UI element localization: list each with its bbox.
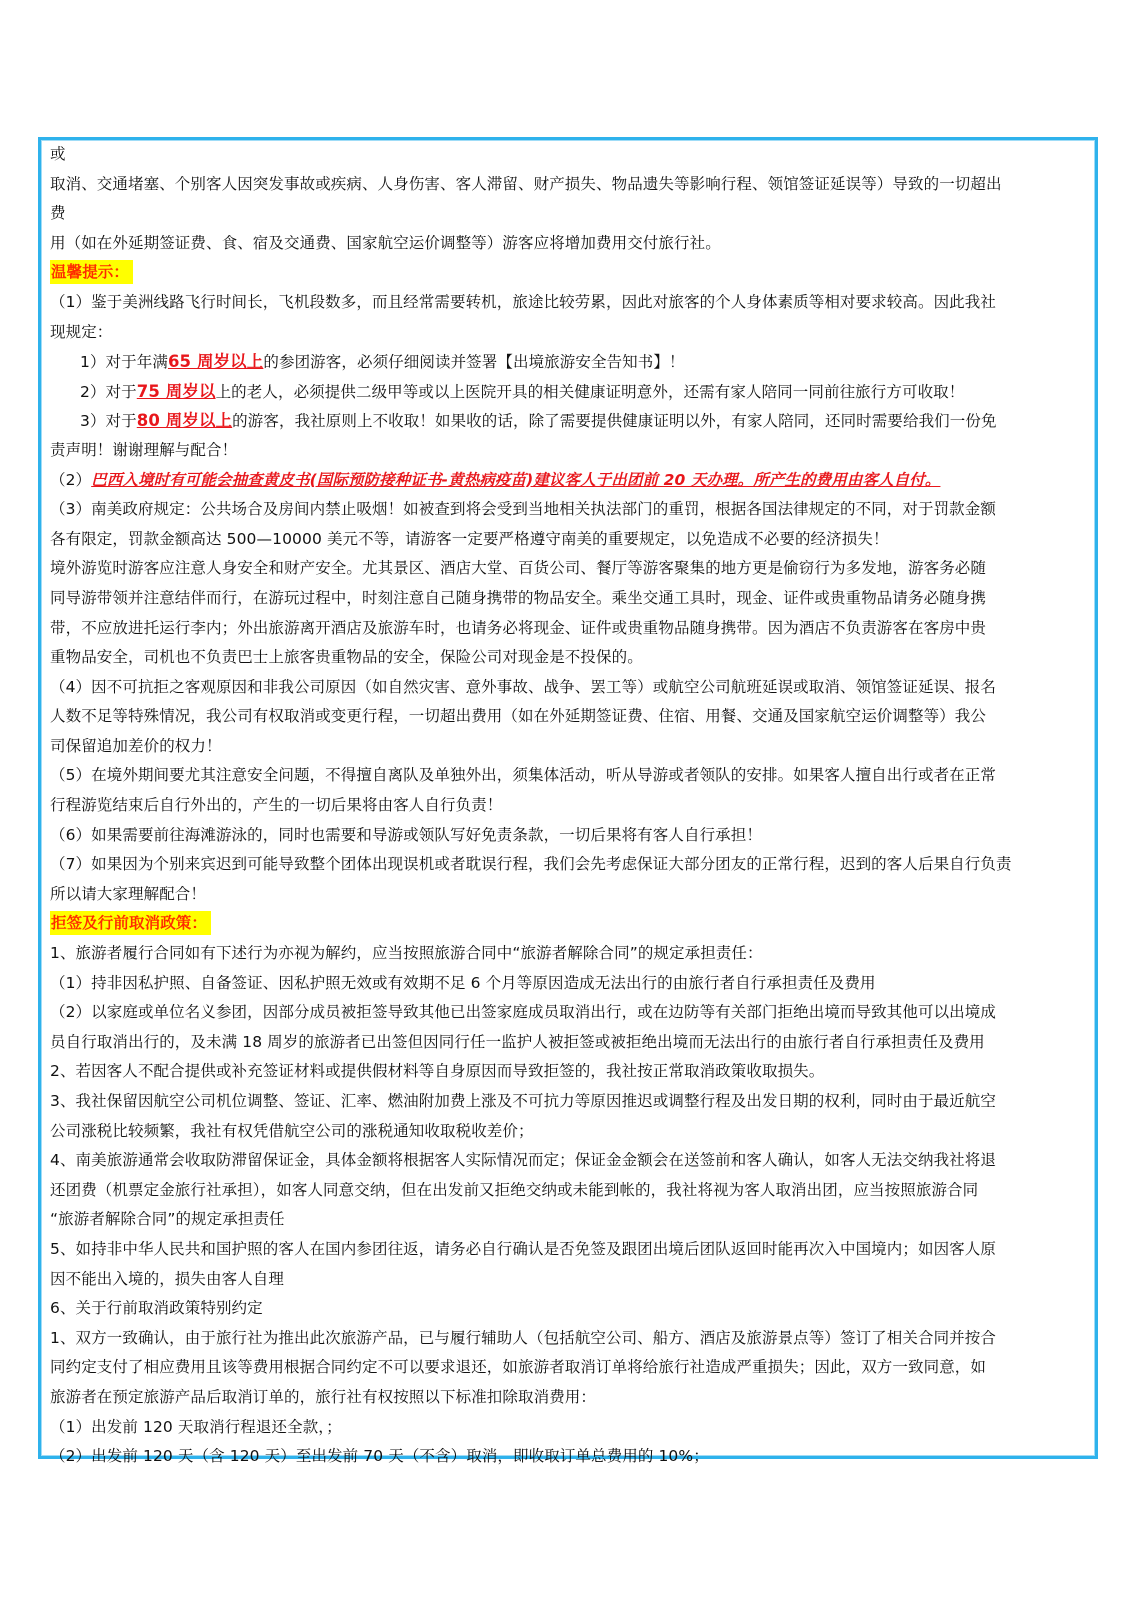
text-line: 员自行取消出行的，及未满 18 周岁的旅游者已出签但因同行任一监护人被拒签或被拒绝出境而无法出行的由旅行者自行承担责任及费用 bbox=[50, 1032, 985, 1051]
text-line: 取消、交通堵塞、个别客人因突发事故或疾病、人身伤害、客人滞留、财产损失、物品遗失等影响行程、领馆签证延误等）导致的一切超出 bbox=[50, 174, 1002, 193]
text-line: 3、我社保留因航空公司机位调整、签证、汇率、燃油附加费上涨及不可抗力等原因推迟或调整行程及出发日期的权利，同时由于最近航空 bbox=[50, 1092, 996, 1110]
text-line: 各有限定，罚款金额高达 500—10000 美元不等，请游客一定要严格遵守南美的重要规定，以免造成不必要的经济损失！ bbox=[50, 529, 889, 548]
text-line: 同导游带领并注意结伴而行，在游玩过程中，时刻注意自己随身携带的物品安全。乘坐交通工具时，现金、证件或贵重物品请务必随身携 bbox=[50, 588, 987, 607]
text-line: 4、南美旅游通常会收取防滞留保证金，具体金额将根据客人实际情况而定；保证金金额会在送签前和客人确认，如客人无法交纳我社将退 bbox=[50, 1151, 996, 1170]
text-line: 行程游览结束后自行外出的，产生的一切后果将由客人自行负责！ bbox=[50, 796, 503, 815]
age-rule-80: 3）对于80 周岁以上的游客，我社原则上不收取！如果收的话，除了需要提供健康证明以外，有家人陪同，还同时需要给我们一份免 bbox=[80, 411, 997, 431]
text-line: （6）如果需要前往海滩游泳的，同时也需要和导游或领队写好免责条款，一切后果将有客人自行承担！ bbox=[50, 825, 762, 844]
yellow-fever-notice: （2）巴西入境时有可能会抽查黄皮书(国际预防接种证书-黄热病疫苗)建议客人于出团前 20 天办理。所产生的费用由客人自付。 bbox=[50, 470, 941, 489]
age-highlight: 65 周岁以上 bbox=[167, 352, 264, 372]
text-line: （1）鉴于美洲线路飞行时间长，飞机段数多，而且经常需要转机，旅途比较劳累，因此对旅客的个人身体素质等相对要求较高。因此我社 bbox=[50, 292, 996, 311]
text-line: （2）以家庭或单位名义参团，因部分成员被拒签导致其他已出签家庭成员取消出行，或在边防等有关部门拒绝出境而导致其他可以出境成 bbox=[50, 1003, 996, 1022]
text-line: 6、关于行前取消政策特别约定 bbox=[50, 1299, 263, 1318]
tips-heading: 温馨提示： bbox=[50, 260, 133, 284]
text-line: （7）如果因为个别来宾迟到可能导致整个团体出现误机或者耽误行程，我们会先考虑保证大部分团友的正常行程，迟到的客人后果自行负责 bbox=[50, 855, 1012, 874]
text-line: 司保留追加差价的权力！ bbox=[50, 736, 222, 755]
text-line: 或 bbox=[50, 145, 66, 163]
text-line: 旅游者在预定旅游产品后取消订单的，旅行社有权按照以下标准扣除取消费用： bbox=[50, 1387, 597, 1406]
document-body bbox=[50, 140, 1100, 1472]
text-line: 重物品安全，司机也不负责巴士上旅客贵重物品的安全，保险公司对现金是不投保的。 bbox=[50, 648, 643, 667]
text-line: （2）出发前 120 天（含 120 天）至出发前 70 天（不含）取消，即收取订单总费用的 10%； bbox=[50, 1447, 709, 1466]
text-line: （1）持非因私护照、自备签证、因私护照无效或有效期不足 6 个月等原因造成无法出行的由旅行者自行承担责任及费用 bbox=[50, 973, 876, 992]
text-line: 现规定： bbox=[50, 322, 113, 341]
text-line: 1、旅游者履行合同如有下述行为亦视为解约，应当按照旅游合同中“旅游者解除合同”的规定承担责任： bbox=[50, 944, 763, 963]
text-line: （1）出发前 120 天取消行程退还全款，； bbox=[50, 1417, 342, 1436]
text-line: 1、双方一致确认，由于旅行社为推出此次旅游产品，已与履行辅助人（包括航空公司、船方、酒店及旅游景点等）签订了相关合同并按合 bbox=[50, 1328, 996, 1347]
text-line: 费 bbox=[50, 204, 66, 223]
text-line: 境外游览时游客应注意人身安全和财产安全。尤其景区、酒店大堂、百货公司、餐厅等游客聚集的地方更是偷窃行为多发地，游客务必随 bbox=[50, 559, 987, 578]
text-line: 带，不应放进托运行李内；外出旅游离开酒店及旅游车时，也请务必将现金、证件或贵重物品随身携带。因为酒店不负责游客在客房中贵 bbox=[50, 618, 987, 637]
yellow-fever-alert: 巴西入境时有可能会抽查黄皮书(国际预防接种证书-黄热病疫苗)建议客人于出团前 20 天办理。所产生的费用由客人自付。 bbox=[91, 470, 941, 489]
tips-heading-line bbox=[50, 258, 1100, 288]
text-line: “旅游者解除合同”的规定承担责任 bbox=[50, 1210, 285, 1229]
text-line: 2、若因客人不配合提供或补充签证材料或提供假材料等自身原因而导致拒签的，我社按正常取消政策收取损失。 bbox=[50, 1062, 825, 1081]
text-line: 同约定支付了相应费用且该等费用根据合同约定不可以要求退还，如旅游者取消订单将给旅行社造成严重损失；因此，双方一致同意，如 bbox=[50, 1358, 987, 1377]
text-line: 用（如在外延期签证费、食、宿及交通费、国家航空运价调整等）游客应将增加费用交付旅行社。 bbox=[50, 233, 721, 252]
text-line: 公司涨税比较频繁，我社有权凭借航空公司的涨税通知收取税收差价； bbox=[50, 1121, 534, 1140]
text-line: 人数不足等特殊情况，我公司有权取消或变更行程，一切超出费用（如在外延期签证费、住宿、用餐、交通及国家航空运价调整等）我公 bbox=[50, 707, 987, 726]
age-highlight: 75 周岁以 bbox=[136, 381, 216, 401]
text-line: 5、如持非中华人民共和国护照的客人在国内参团往返，请务必自行确认是否免签及跟团出境后团队返回时能再次入中国境内；如因客人原 bbox=[50, 1239, 996, 1258]
policy-heading-line bbox=[50, 909, 1100, 939]
policy-heading: 拒签及行前取消政策： bbox=[50, 911, 211, 935]
text-line: （4）因不可抗拒之客观原因和非我公司原因（如自然灾害、意外事故、战争、罢工等）或航空公司航班延误或取消、领馆签证延误、报名 bbox=[50, 677, 996, 696]
text-line: 责声明！谢谢理解与配合！ bbox=[50, 440, 238, 459]
text-line: 因不能出入境的，损失由客人自理 bbox=[50, 1269, 285, 1288]
age-rule-65: 1）对于年满65 周岁以上的参团游客，必须仔细阅读并签署【出境旅游安全告知书】！ bbox=[80, 352, 685, 372]
text-line: 所以请大家理解配合！ bbox=[50, 884, 207, 903]
text-line: （3）南美政府规定：公共场合及房间内禁止吸烟！如被查到将会受到当地相关执法部门的重罚，根据各国法律规定的不同，对于罚款金额 bbox=[50, 500, 996, 519]
age-highlight: 80 周岁以上 bbox=[136, 411, 233, 431]
text-line: 还团费（机票定金旅行社承担），如客人同意交纳，但在出发前又拒绝交纳或未能到帐的，我社将视为客人取消出团，应当按照旅游合同 bbox=[50, 1180, 979, 1199]
text-line: （5）在境外期间要尤其注意安全问题，不得擅自离队及单独外出，须集体活动，听从导游或者领队的安排。如果客人擅自出行或者在正常 bbox=[50, 766, 996, 785]
age-rule-75: 2）对于75 周岁以上的老人，必须提供二级甲等或以上医院开具的相关健康证明意外，还需有家人陪同一同前往旅行方可收取！ bbox=[80, 381, 965, 401]
